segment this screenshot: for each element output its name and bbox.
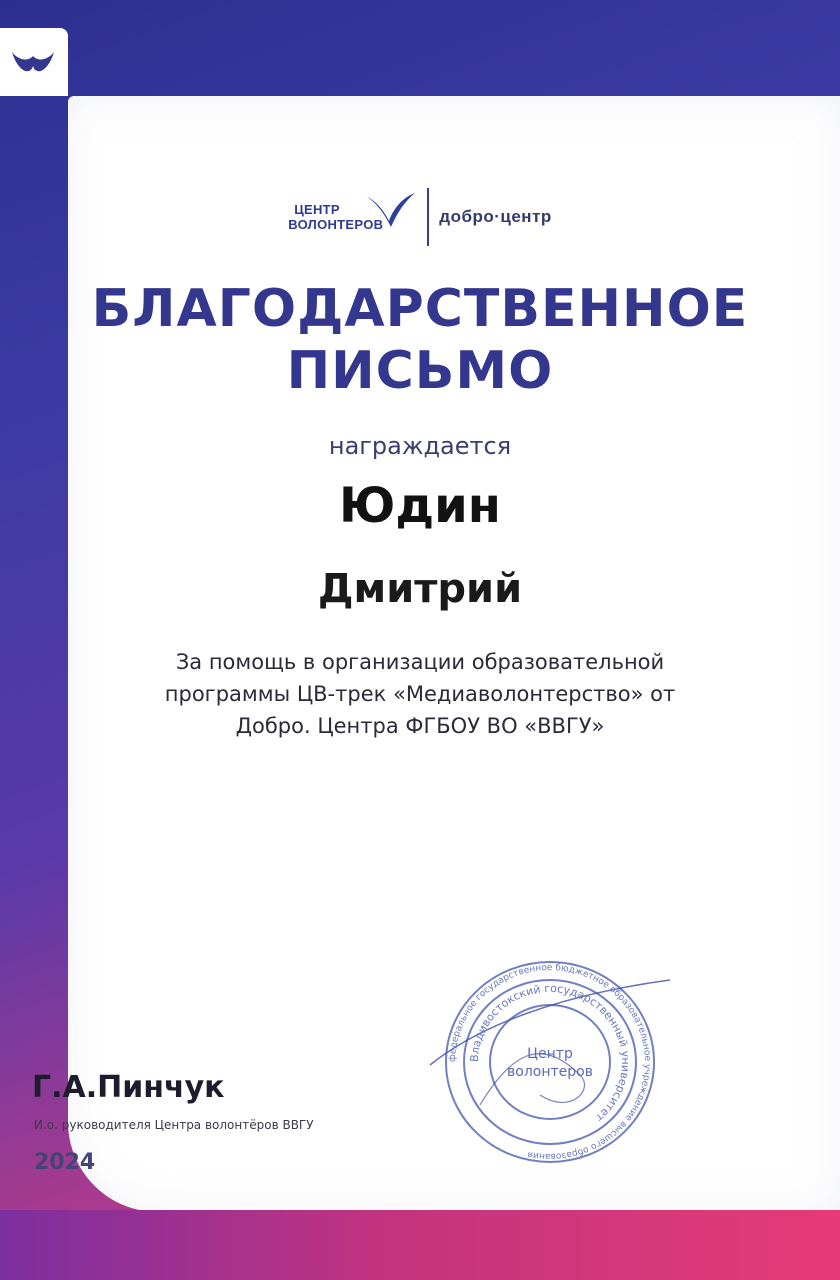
dobro-center-logo: добро·центр xyxy=(439,207,552,226)
signer-name: Г.А.Пинчук xyxy=(32,1070,225,1105)
reason-line-2: программы ЦВ-трек «Медиаволонтерство» от xyxy=(164,682,676,706)
document-title xyxy=(0,278,840,402)
logo-left-line1: ЦЕНТР xyxy=(294,202,340,217)
bird-wings-icon xyxy=(365,191,417,231)
award-reason xyxy=(90,646,750,742)
document-year: 2024 xyxy=(34,1150,96,1175)
logo-divider xyxy=(427,188,429,246)
stamp-outer-text: федеральное государственное бюджетное образовательное учреждение высшего образования xyxy=(447,962,653,1162)
center-volunteers-logo xyxy=(288,202,417,232)
signer-role: И.о. руководителя Центра волонтёров ВВГУ xyxy=(34,1118,314,1132)
bottom-decor-band xyxy=(0,1210,840,1280)
stamp-center-line-2: волонтеров xyxy=(507,1064,593,1080)
official-stamp xyxy=(420,955,680,1170)
reason-line-1: За помощь в организации образовательной xyxy=(175,650,665,674)
recipient-first-name: Дмитрий xyxy=(317,566,523,612)
logo-row xyxy=(0,188,840,246)
recipient-surname: Юдин xyxy=(339,478,501,534)
dobro-heart-icon xyxy=(8,42,58,82)
title-line-1: БЛАГОДАРСТВЕННОЕ xyxy=(91,279,749,339)
title-line-2: ПИСЬМО xyxy=(286,341,554,401)
logo-left-line2: ВОЛОНТЕРОВ xyxy=(288,217,384,232)
stamp-inner-text: Владивостокский государственный университет xyxy=(467,981,633,1125)
awarded-label: награждается xyxy=(328,432,512,460)
stamp-center-line-1: Центр xyxy=(527,1046,573,1062)
reason-line-3: Добро. Центра ФГБОУ ВО «ВВГУ» xyxy=(235,714,605,738)
corner-tab xyxy=(0,28,68,96)
